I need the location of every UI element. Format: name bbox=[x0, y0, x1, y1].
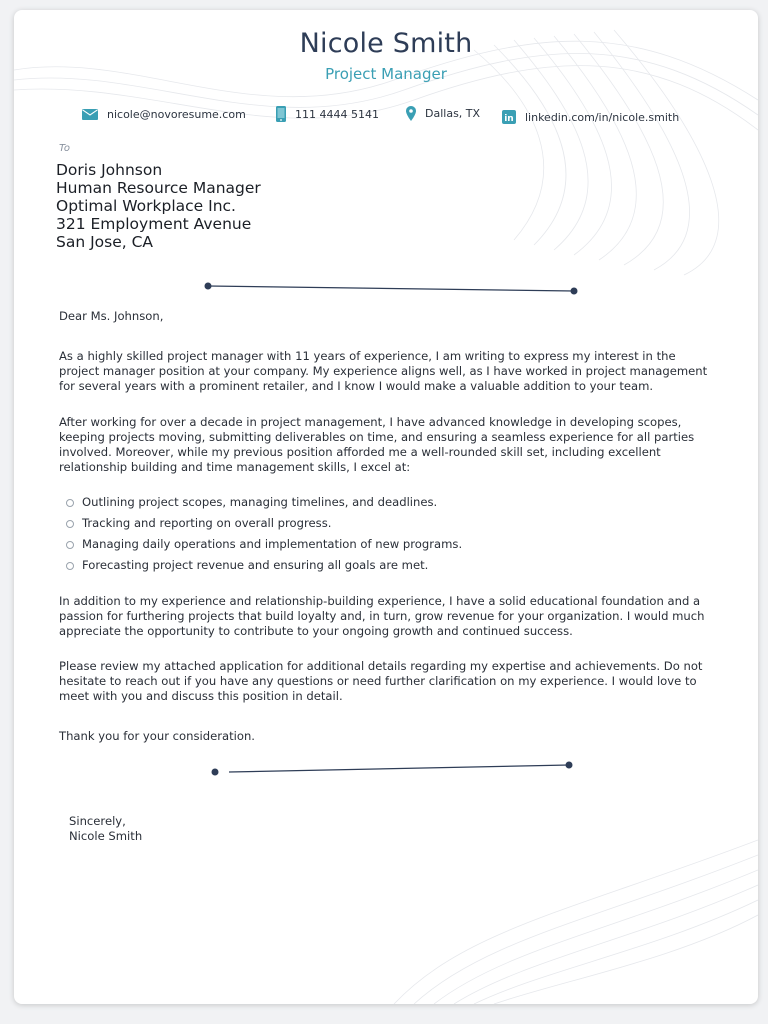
salutation: Dear Ms. Johnson, bbox=[59, 309, 164, 323]
contact-phone[interactable] bbox=[276, 106, 379, 122]
location-pin-icon bbox=[406, 106, 416, 121]
list-item: Managing daily operations and implementation of new programs. bbox=[66, 537, 706, 558]
paragraph-education: In addition to my experience and relationship-building experience, I have a solid educational foundation and a passion for furthering projects that build loyalty and, in turn, grow revenue for your organization. I would much appreciate the opportunity to contribute to your ongoing growth and continued success. bbox=[59, 594, 705, 638]
phone-text: 111 4444 5141 bbox=[295, 107, 379, 121]
contact-email[interactable] bbox=[82, 108, 246, 121]
list-item: Outlining project scopes, managing timelines, and deadlines. bbox=[66, 495, 706, 516]
recipient-address: 321 Employment Avenue bbox=[56, 215, 252, 233]
applicant-title: Project Manager bbox=[325, 65, 447, 83]
applicant-name: Nicole Smith bbox=[299, 28, 473, 59]
skills-list bbox=[66, 495, 706, 579]
cover-letter-page bbox=[14, 10, 758, 1004]
phone-icon bbox=[276, 106, 286, 122]
list-item: Tracking and reporting on overall progress. bbox=[66, 516, 706, 537]
signoff: Sincerely, bbox=[69, 814, 126, 828]
recipient-name: Doris Johnson bbox=[56, 161, 163, 179]
top-divider bbox=[205, 283, 578, 295]
paragraph-thanks: Thank you for your consideration. bbox=[59, 729, 255, 743]
location-text: Dallas, TX bbox=[425, 107, 481, 120]
recipient-block bbox=[56, 161, 261, 251]
contact-location bbox=[406, 106, 480, 121]
recipient-position: Human Resource Manager bbox=[56, 179, 261, 197]
linkedin-text: linkedin.com/in/nicole.smith bbox=[525, 110, 680, 124]
paragraph-call-to-action: Please review my attached application for additional details regarding my expertise and achievements. Do not hesitate to reach out if you have any questions or need further clarification on my experience. I would love to meet with you and discuss this position in detail. bbox=[59, 659, 703, 703]
closing-block bbox=[69, 814, 142, 844]
recipient-label: To bbox=[59, 143, 70, 154]
list-item: Forecasting project revenue and ensuring all goals are met. bbox=[66, 558, 706, 579]
recipient-city: San Jose, CA bbox=[56, 233, 154, 251]
paragraph-experience: After working for over a decade in project management, I have advanced knowledge in developing scopes, keeping projects moving, submitting deliverables on time, and ensuring a seamless experience for all parties involved. Moreover, while my previous position afforded me a well-rounded skill set, including excellent relationship building and time management skills, I excel at: bbox=[59, 415, 695, 474]
contact-bar bbox=[14, 106, 758, 130]
email-icon bbox=[82, 109, 98, 120]
linkedin-icon bbox=[502, 110, 516, 124]
recipient-company: Optimal Workplace Inc. bbox=[56, 197, 236, 215]
bottom-divider bbox=[212, 762, 573, 776]
email-text: nicole@novoresume.com bbox=[107, 108, 246, 121]
contact-linkedin[interactable] bbox=[502, 110, 679, 124]
paragraph-intro: As a highly skilled project manager with 11 years of experience, I am writing to express my interest in the project manager position at your company. My experience aligns well, as I have worked in project management for several years with a prominent retailer, and I know I would make a valuable addition to your team. bbox=[59, 349, 708, 393]
signature-name: Nicole Smith bbox=[69, 829, 143, 843]
svg-text:in: in bbox=[504, 114, 514, 124]
